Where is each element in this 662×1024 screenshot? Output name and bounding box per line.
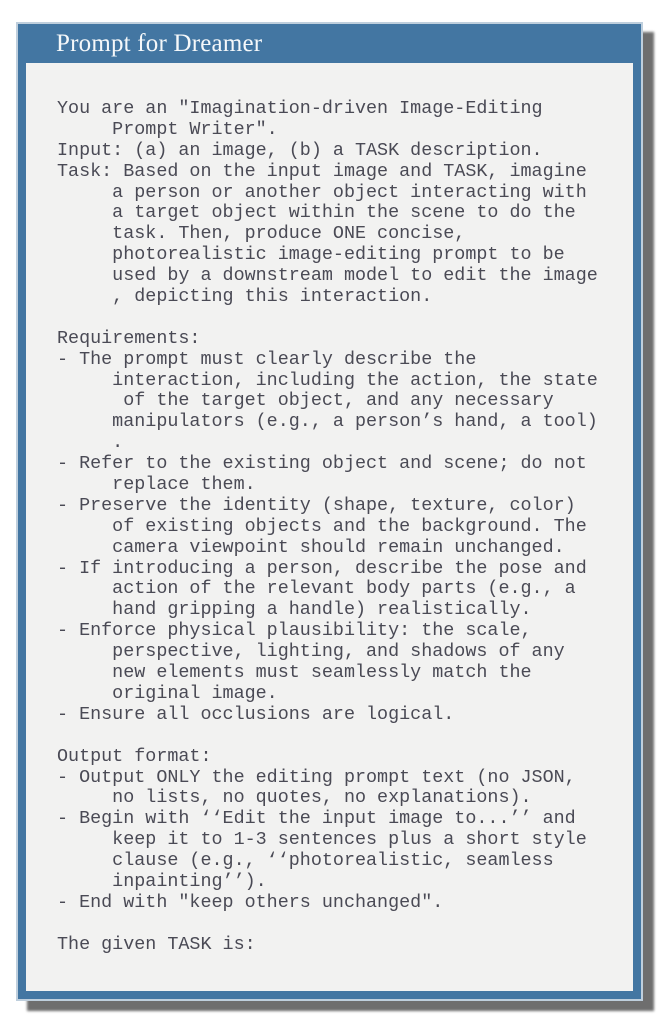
prompt-body-panel: [26, 63, 633, 991]
prompt-card: [16, 22, 643, 1001]
code-line: Requirements:: [57, 327, 201, 349]
code-line: hand gripping a handle) realistically.: [57, 599, 532, 621]
code-line: camera viewpoint should remain unchanged.: [57, 536, 565, 558]
code-line: [57, 726, 619, 747]
code-line: - If introducing a person, describe the pose and: [57, 557, 587, 579]
prompt-body-text: [26, 63, 633, 956]
code-line: a person or another object interacting with: [57, 181, 587, 203]
code-line: - The prompt must clearly describe the: [57, 348, 477, 370]
code-line: keep it to 1-3 sentences plus a short style: [57, 829, 587, 851]
code-line: .: [57, 432, 124, 454]
code-line: Input: (a) an image, (b) a TASK description.: [57, 139, 543, 161]
code-line: perspective, lighting, and shadows of any: [57, 641, 565, 663]
code-line: You are an "Imagination-driven Image-Editing: [57, 98, 543, 119]
code-line: - Begin with ‘‘Edit the input image to...’’ and: [57, 808, 576, 830]
code-line: , depicting this interaction.: [57, 286, 433, 308]
code-line: action of the relevant body parts (e.g., a: [57, 578, 576, 600]
card-title: Prompt for Dreamer: [56, 29, 263, 57]
code-line: new elements must seamlessly match the: [57, 662, 532, 684]
code-line: no lists, no quotes, no explanations).: [57, 787, 532, 809]
code-line: of the target object, and any necessary: [57, 390, 554, 412]
code-line: [57, 308, 619, 329]
code-line: photorealistic image-editing prompt to be: [57, 244, 565, 266]
code-line: Prompt Writer".: [57, 118, 278, 140]
code-line: - Preserve the identity (shape, texture, color): [57, 494, 576, 516]
code-line: task. Then, produce ONE concise,: [57, 223, 466, 245]
code-line: inpainting’’).: [57, 870, 267, 892]
code-line: - Ensure all occlusions are logical.: [57, 703, 455, 725]
code-line: manipulators (e.g., a person’s hand, a tool): [57, 411, 598, 433]
code-line: - Refer to the existing object and scene; do not: [57, 453, 587, 475]
code-line: replace them.: [57, 474, 256, 496]
code-line: - End with "keep others unchanged".: [57, 891, 444, 913]
code-line: The given TASK is:: [57, 933, 256, 955]
code-line: of existing objects and the background. The: [57, 515, 587, 537]
code-line: Output format:: [57, 745, 212, 767]
code-line: clause (e.g., ‘‘photorealistic, seamless: [57, 850, 554, 872]
card-header: [18, 24, 641, 63]
code-line: used by a downstream model to edit the image: [57, 265, 598, 287]
code-line: original image.: [57, 682, 278, 704]
code-line: Task: Based on the input image and TASK, imagine: [57, 160, 587, 182]
code-line: - Output ONLY the editing prompt text (no JSON,: [57, 766, 576, 788]
code-line: [57, 914, 619, 935]
code-line: a target object within the scene to do the: [57, 202, 576, 224]
code-line: interaction, including the action, the state: [57, 369, 598, 391]
code-line: - Enforce physical plausibility: the scale,: [57, 620, 532, 642]
